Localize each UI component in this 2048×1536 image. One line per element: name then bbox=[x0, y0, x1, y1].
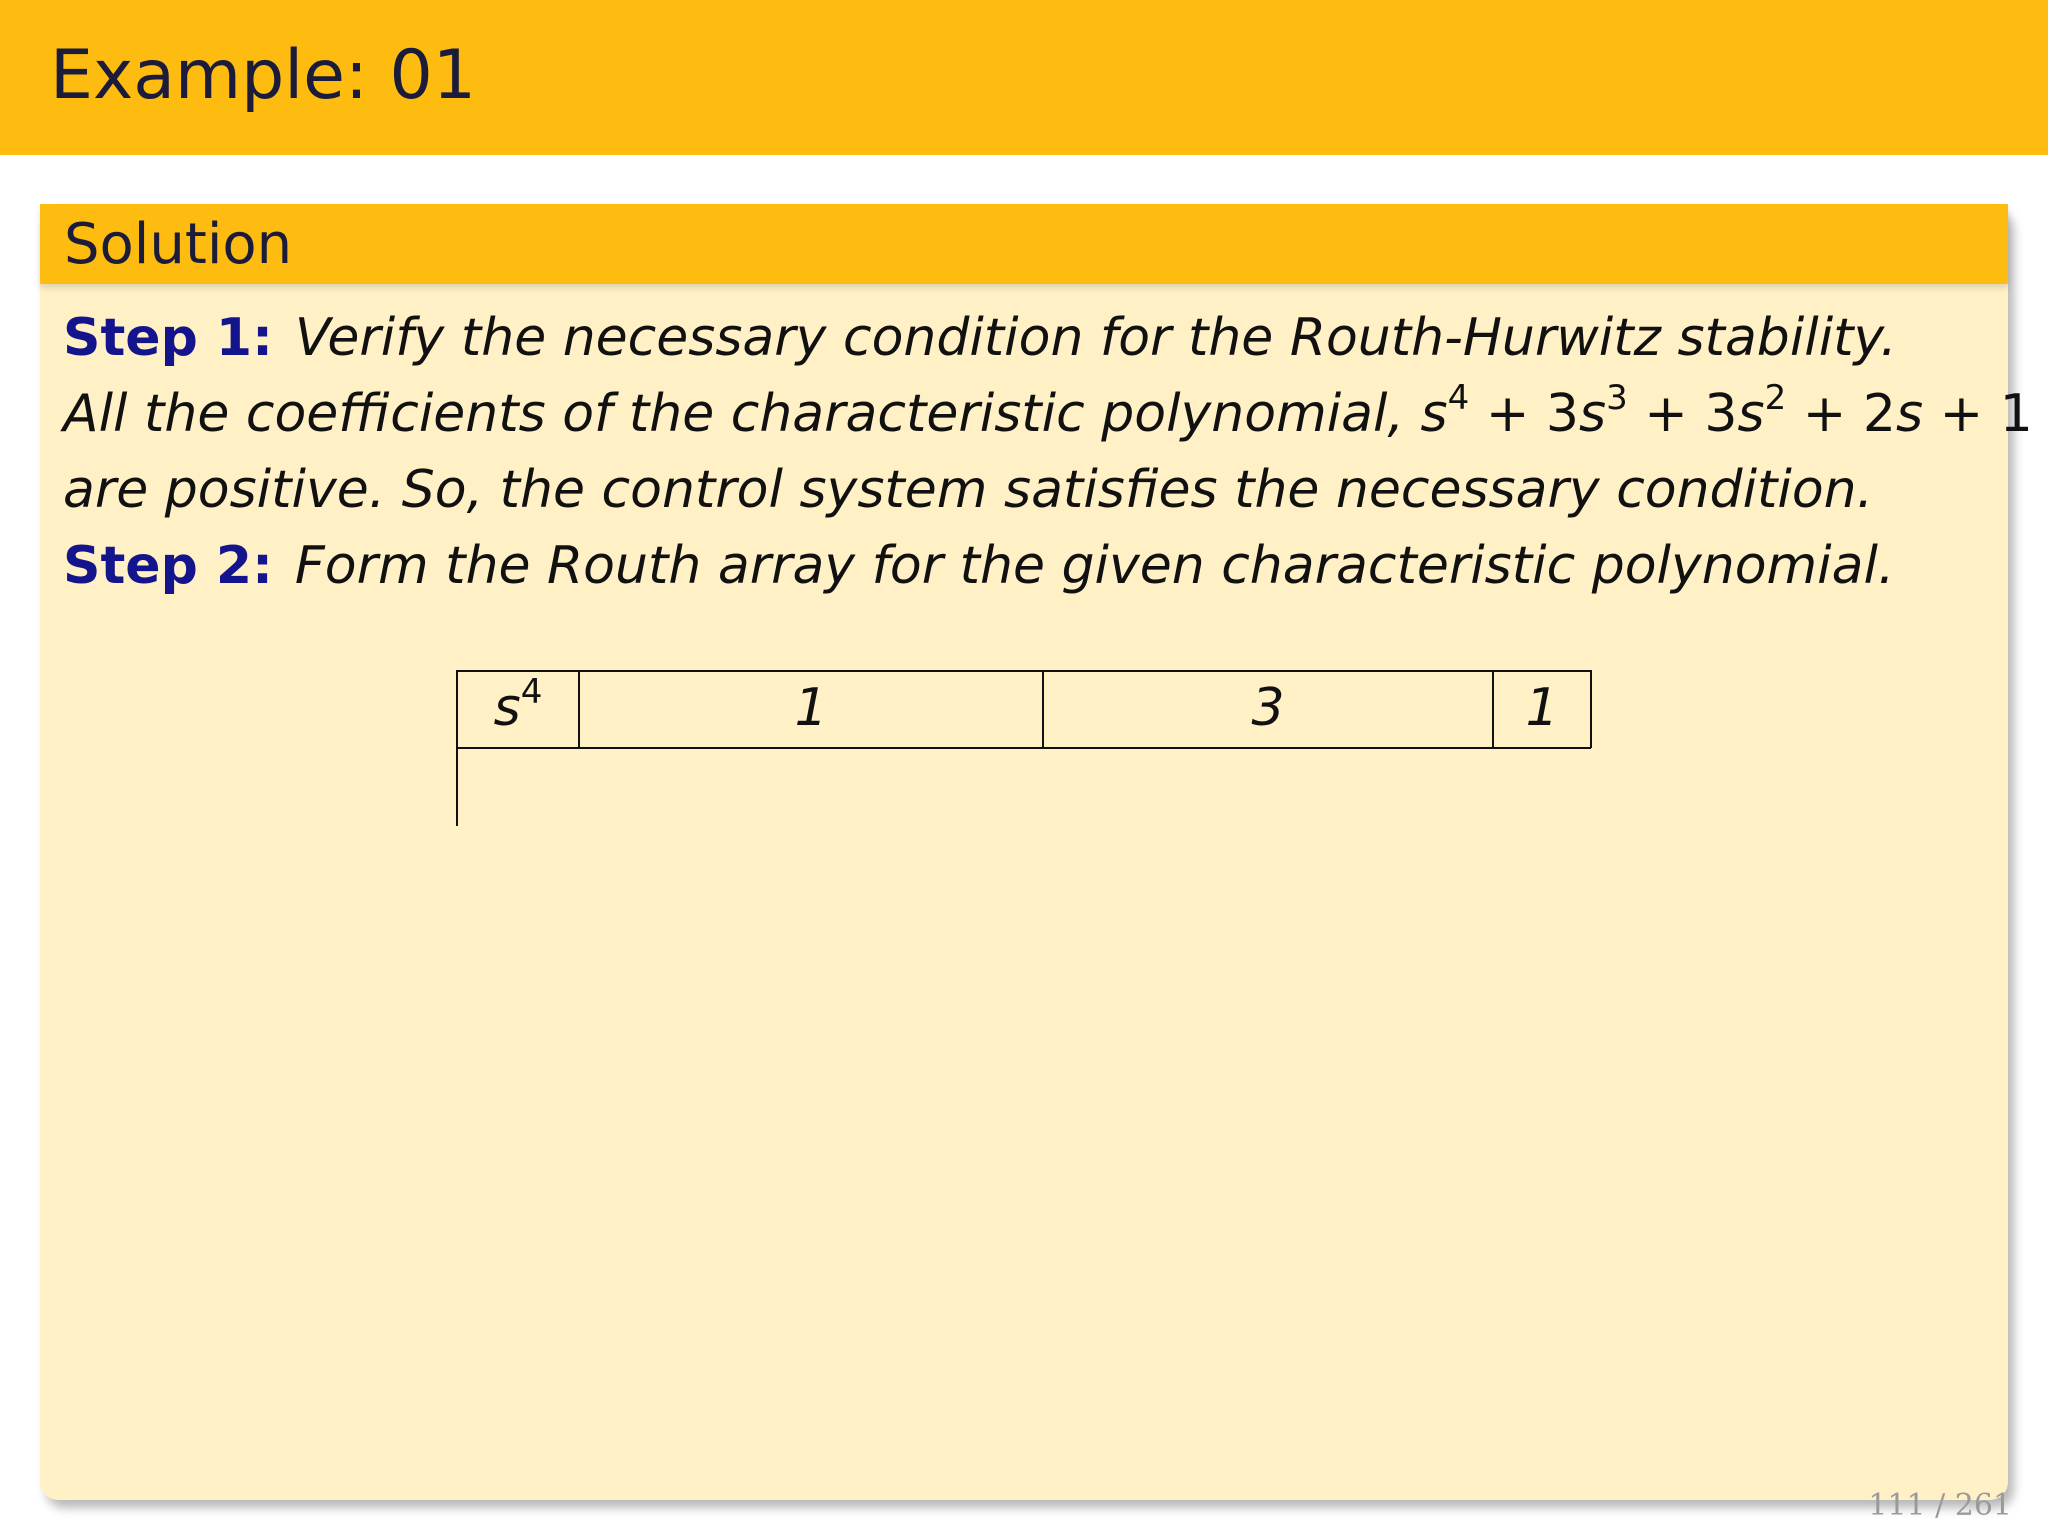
title-bar bbox=[0, 0, 2048, 155]
coefficients-text: All the coefficients of the characteristic polynomial, bbox=[63, 384, 1405, 444]
row-label-s4: $s^4$ bbox=[493, 672, 543, 738]
block-header bbox=[40, 204, 2008, 284]
step1-text: Verify the necessary condition for the Routh-Hurwitz stability. bbox=[294, 308, 1897, 368]
polynomial: $s^4 + 3s^3 + 3s^2 + 2s + 1$ bbox=[1420, 378, 2033, 444]
coefficients-line bbox=[63, 376, 2033, 452]
step2-label: Step 2: bbox=[63, 536, 273, 596]
slide-title: Example: 01 bbox=[50, 36, 477, 115]
page-number: 111 / 261 bbox=[1868, 1488, 2012, 1523]
routh-array bbox=[456, 670, 1592, 834]
positive-line: are positive. So, the control system satisfies the necessary condition. bbox=[63, 460, 1874, 520]
table-cell: 3 bbox=[1251, 678, 1285, 738]
step2-line bbox=[63, 528, 1993, 604]
table-cell: 1 bbox=[794, 678, 828, 738]
table-right-border bbox=[1590, 670, 1592, 748]
step1-label: Step 1: bbox=[63, 308, 273, 368]
solution-block bbox=[40, 204, 2033, 1500]
step1-line bbox=[63, 300, 1993, 376]
step2-text: Form the Routh array for the given characteristic polynomial. bbox=[294, 536, 1895, 596]
solution-body bbox=[63, 300, 2033, 604]
table-row-divider bbox=[456, 747, 1591, 749]
block-title: Solution bbox=[64, 212, 293, 277]
table-cell: 1 bbox=[1525, 678, 1559, 738]
table-top-border bbox=[456, 670, 1591, 672]
